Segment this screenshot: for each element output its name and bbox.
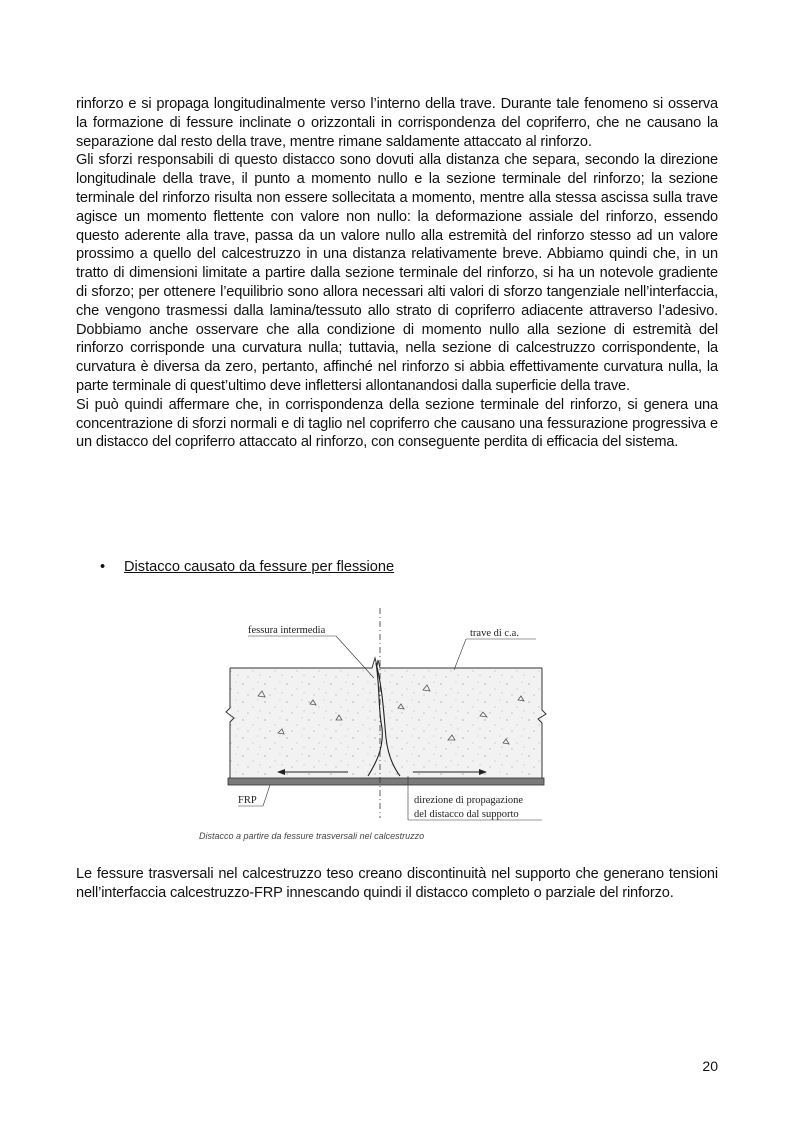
figure-caption: Distacco a partire da fessure trasversali nel calcestruzzo xyxy=(199,831,425,841)
label-beam: trave di c.a. xyxy=(470,628,519,639)
paragraph: Gli sforzi responsabili di questo distacco sono dovuti alla distanza che separa, secondo la direzione longitudinale della trave, il punto a momento nullo e la sezione terminale del rinforzo; la sezione terminale del rinforzo risulta non essere sollecitata a momento, mentre alla stessa ascissa sulla trave agisce un momento flettente con valore non nullo: la deformazione assiale del rinforzo, essendo questo aderente alla trave, passa da un valore nullo alla estremità del rinforzo stesso ad un valore prossimo a quello del calcestruzzo in una distanza relativamente breve. Abbiamo quindi che, in un tratto di dimensioni limitate a partire dalla sezione terminale del rinforzo, si ha un notevole gradiente di sforzo; per ottenere l’equilibrio sono allora necessari alti valori di sforzo tangenziale nell’interfaccia, che vengono trasmessi dalla lamina/tessuto allo strato di copriferro adiacente attraverso l’adesivo. Dobbiamo anche osservare che alla condizione di momento nullo alla sezione di estremità del rinforzo corrisponde una curvatura nulla; tuttavia, nella sezione di calcestruzzo corrispondente, la curvatura è diversa da zero, pertanto, affinché nel rinforzo si abbia effettivamente curvatura nulla, la parte terminale di quest’ultimo deve inflettersi allontanandosi dalla superficie della trave. xyxy=(76,152,718,394)
label-frp: FRP xyxy=(238,795,257,806)
paragraph: Si può quindi affermare che, in corrispondenza della sezione terminale del rinforzo, si genera una concentrazione di sforzi normali e di taglio nel copriferro che causano una fessurazione progressiva e un distacco del copriferro attaccato al rinforzo, con conseguente perdita di efficacia del sistema. xyxy=(76,396,718,451)
label-direction-1: direzione di propagazione xyxy=(414,795,524,806)
label-direction-2: del distacco dal supporto xyxy=(414,809,519,820)
body-text xyxy=(76,95,718,452)
frp-strip xyxy=(228,778,544,785)
label-crack: fessura intermedia xyxy=(248,625,326,636)
bullet-label: Distacco causato da fessure per flessione xyxy=(124,559,395,575)
page-number: 20 xyxy=(702,1058,718,1074)
paragraph: rinforzo e si propaga longitudinalmente verso l’interno della trave. Durante tale fenomeno si osserva la formazione di fessure inclinate o orizzontali in corrispondenza del copriferro, che ne causano la separazione dal resto della trave, mentre rimane saldamente attaccato al rinforzo. xyxy=(76,96,718,150)
debonding-figure xyxy=(218,608,548,828)
bullet-item xyxy=(100,558,394,577)
bullet-dot: • xyxy=(100,559,106,575)
closing-paragraph: Le fessure trasversali nel calcestruzzo teso creano discontinuità nel supporto che generano tensioni nell’interfaccia calcestruzzo-FRP innescando quindi il distacco completo o parziale del rinforzo. xyxy=(76,866,718,901)
